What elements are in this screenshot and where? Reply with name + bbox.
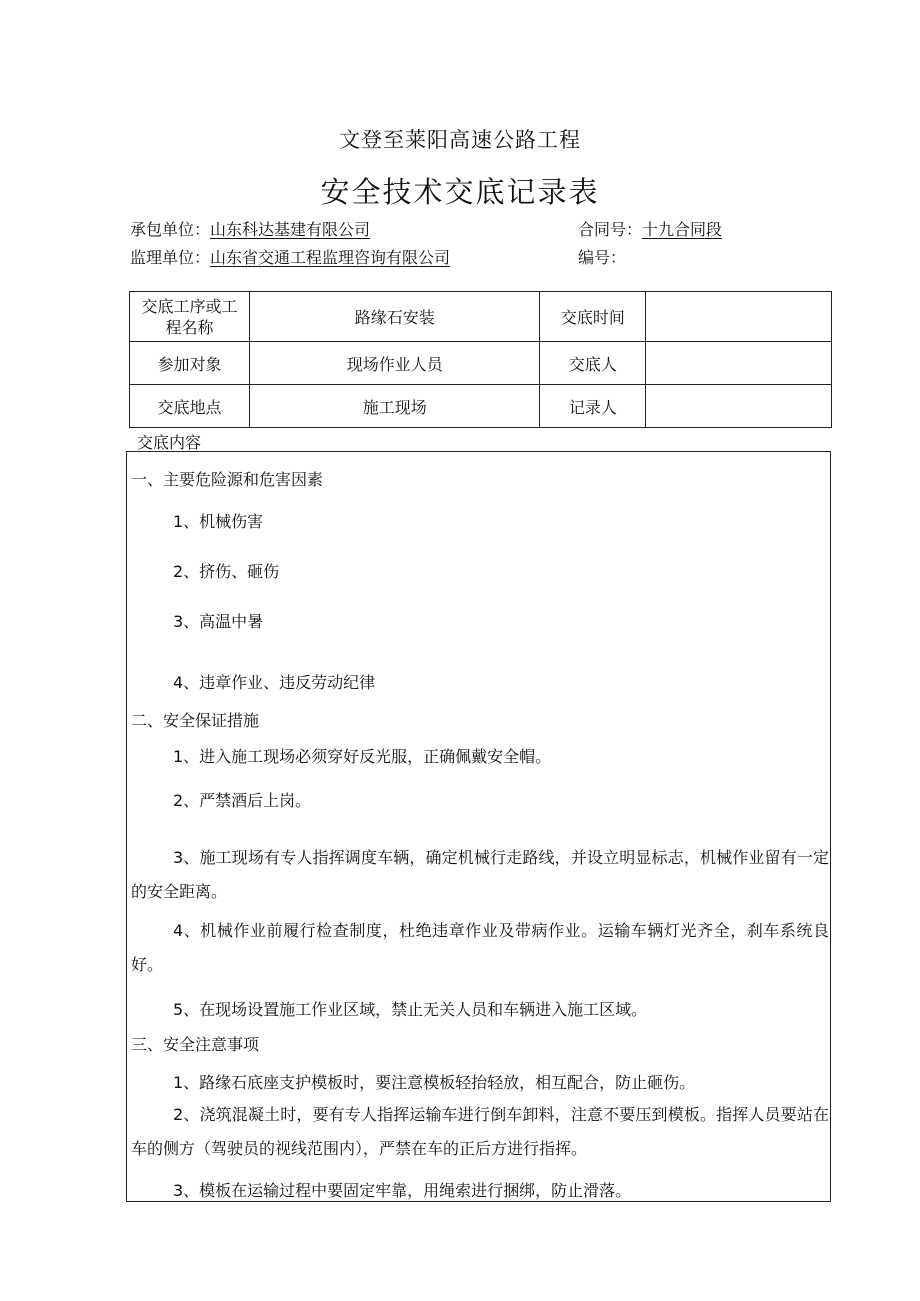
info-table — [129, 291, 832, 428]
location-value: 施工现场 — [249, 385, 540, 428]
section1-item: 1、机械伤害 — [173, 512, 264, 531]
recorder-label: 记录人 — [540, 385, 646, 428]
target-label: 参加对象 — [130, 342, 250, 385]
contractor-row — [130, 217, 370, 240]
section1-title: 一、主要危险源和危害因素 — [131, 470, 324, 489]
supervisor-label: 监理单位： — [130, 248, 211, 267]
supervisor-row — [130, 245, 450, 268]
serial-no-label: 编号： — [578, 248, 627, 267]
time-value — [646, 292, 832, 342]
section2-item: 3、施工现场有专人指挥调度车辆，确定机械行走路线，并设立明显标志，机械作业留有一定的安全距离。 — [131, 848, 829, 901]
section3-item: 3、模板在运输过程中要固定牢靠，用绳索进行捆绑，防止滑落。 — [173, 1181, 632, 1200]
content-label: 交底内容 — [137, 433, 202, 452]
presenter-label: 交底人 — [540, 342, 646, 385]
process-value: 路缘石安装 — [249, 292, 540, 342]
form-title: 安全技术交底记录表 — [320, 175, 600, 209]
target-value: 现场作业人员 — [249, 342, 540, 385]
section2-item: 4、机械作业前履行检查制度，杜绝违章作业及带病作业。运输车辆灯光齐全，刹车系统良好。 — [131, 921, 829, 974]
section1-item: 3、高温中暑 — [173, 612, 264, 631]
section2-item: 1、进入施工现场必须穿好反光服，正确佩戴安全帽。 — [173, 747, 552, 766]
section1-item: 2、挤伤、砸伤 — [173, 562, 280, 581]
location-label: 交底地点 — [130, 385, 250, 428]
project-title: 文登至莱阳高速公路工程 — [339, 128, 581, 152]
section2-item: 5、在现场设置施工作业区域，禁止无关人员和车辆进入施工区域。 — [173, 1000, 648, 1019]
section1-item: 4、违章作业、违反劳动纪律 — [173, 673, 376, 692]
process-label: 交底工序或工程名称 — [141, 296, 238, 337]
content-box — [126, 451, 831, 1202]
time-label: 交底时间 — [540, 292, 646, 342]
presenter-value — [646, 342, 832, 385]
section3-title: 三、安全注意事项 — [131, 1035, 260, 1054]
section2-item: 2、严禁酒后上岗。 — [173, 791, 312, 810]
section2-title: 二、安全保证措施 — [131, 711, 260, 730]
contract-no-row — [578, 217, 722, 240]
contract-no-value: 十九合同段 — [642, 220, 723, 239]
contractor-label: 承包单位： — [130, 220, 211, 239]
section3-item: 1、路缘石底座支护模板时，要注意模板轻抬轻放，相互配合，防止砸伤。 — [173, 1073, 696, 1092]
contract-no-label: 合同号： — [578, 220, 643, 239]
recorder-value — [646, 385, 832, 428]
supervisor-value: 山东省交通工程监理咨询有限公司 — [210, 248, 451, 267]
contractor-value: 山东科达基建有限公司 — [210, 220, 371, 239]
serial-no-row — [578, 245, 626, 268]
section3-item: 2、浇筑混凝土时，要有专人指挥运输车进行倒车卸料，注意不要压到模板。指挥人员要站在车的侧方（驾驶员的视线范围内），严禁在车的正后方进行指挥。 — [131, 1105, 829, 1158]
process-label-cell — [130, 292, 250, 342]
